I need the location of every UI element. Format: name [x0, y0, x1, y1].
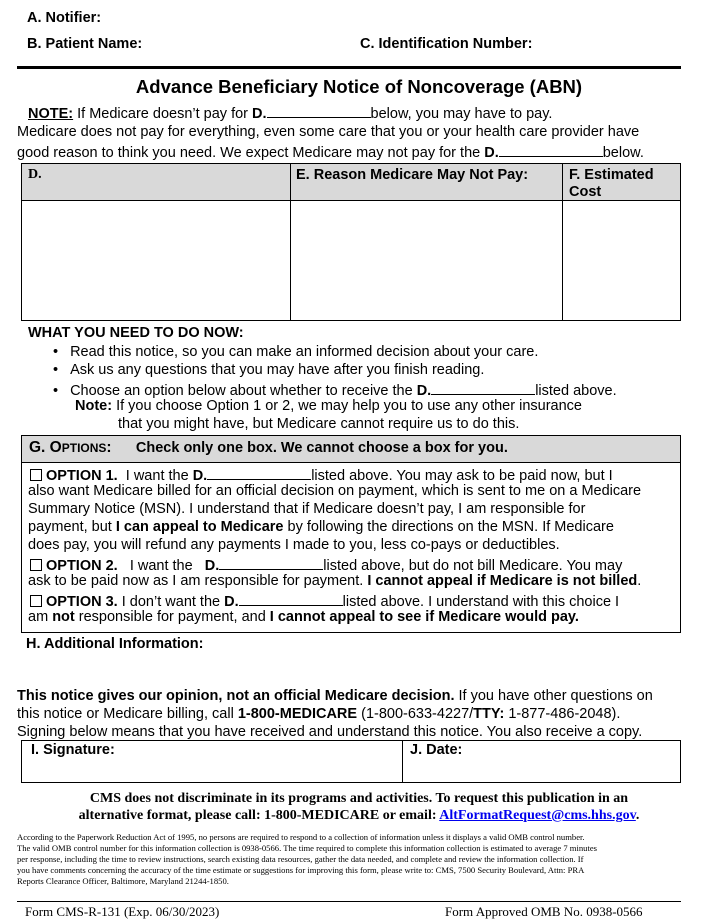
note-d-label: D. — [252, 106, 267, 122]
omb-number: Form Approved OMB No. 0938-0566 — [445, 904, 643, 919]
option-1-line-4-c: by following the directions on the MSN. If Medicare — [287, 519, 614, 535]
opinion-line-1 — [17, 688, 653, 704]
notifier-label: A. Notifier: — [27, 10, 102, 26]
option-1-appeal-bold: I can appeal to Medicare — [115, 519, 284, 535]
todo-note-text-1: If you choose Option 1 or 2, we may help you to use any other insurance — [116, 398, 582, 414]
option-1-line-5: does pay, you will refund any payments I made to you, less co-pays or deductibles. — [28, 537, 560, 553]
option-3-no-appeal-bold: I cannot appeal to see if Medicare would pay. — [269, 609, 579, 625]
date-label: J. Date: — [410, 742, 463, 758]
option-2-line-2-a: ask to be paid now as I am responsible for payment. — [28, 573, 364, 589]
note-text-end: below, you may have to pay. — [370, 106, 553, 122]
alt-format-email-link[interactable]: AltFormatRequest@cms.hhs.gov — [439, 808, 636, 823]
column-header-cost-line2: Cost — [569, 184, 602, 200]
options-heading-colon: : — [106, 439, 112, 456]
option-3-d-blank[interactable] — [239, 591, 343, 606]
additional-information-label: H. Additional Information: — [26, 636, 204, 652]
option-1-line-4 — [28, 519, 614, 535]
option-3-line-2 — [28, 609, 579, 625]
option-1-line-1 — [30, 465, 613, 484]
intro-text-end: below. — [602, 145, 644, 161]
pra-disclosure — [17, 832, 697, 887]
tty-label: TTY: — [473, 706, 505, 722]
option-3-not-bold: not — [52, 609, 75, 625]
intro-d-blank[interactable] — [499, 142, 603, 157]
signature-box — [21, 740, 681, 783]
item-cell-reason[interactable] — [291, 201, 562, 320]
option-3-label: OPTION 3. — [46, 594, 118, 610]
column-header-d: D. — [28, 167, 42, 182]
option-3-line-2-a: am — [28, 609, 49, 625]
page-title: Advance Beneficiary Notice of Noncoverage (ABN) — [135, 76, 583, 97]
additional-information-field[interactable] — [240, 636, 680, 680]
cms-statement-line-2 — [0, 808, 718, 824]
options-heading-g: G. O — [29, 439, 62, 456]
option-2-period: . — [637, 573, 642, 589]
options-instruction: Check only one box. We cannot choose a box for you. — [135, 440, 508, 456]
date-field[interactable] — [403, 741, 680, 782]
opinion-line-2-c: 1-877-486-2048). — [508, 706, 621, 722]
todo-d-label: D. — [416, 383, 432, 399]
todo-bullet-2 — [53, 362, 484, 378]
option-1-text-end: listed above. You may ask to be paid now, but I — [311, 468, 613, 484]
option-2-line-2 — [28, 573, 641, 589]
item-cell-d[interactable] — [22, 201, 290, 320]
footer-divider — [17, 901, 681, 902]
option-2-checkbox[interactable] — [30, 559, 42, 571]
opinion-line-3: Signing below means that you have received and understand this notice. You also receive a copy. — [17, 724, 643, 740]
intro-text: good reason to think you need. We expect Medicare may not pay for the — [17, 145, 481, 161]
cms-statement-text: alternative format, please call: 1-800-MEDICARE or email: — [78, 808, 437, 823]
items-table — [21, 163, 681, 321]
option-1-checkbox[interactable] — [30, 469, 42, 481]
bullet-icon: • — [53, 362, 59, 378]
option-2-label: OPTION 2. — [46, 558, 118, 574]
pra-line-2: The valid OMB control number for this information collection is 0938-0566. The time required to complete this information collection is estimated to average 7 minutes — [17, 843, 598, 853]
pra-line-4: you have comments concerning the accuracy of the time estimate or suggestions for improving this form, please write to: CMS, 7500 Security Boulevard, Attn: PRA — [17, 865, 585, 875]
pra-line-1: According to the Paperwork Reduction Act of 1995, no persons are required to respond to a collection of information unless it displays a valid OMB control number. — [17, 832, 585, 842]
todo-heading: WHAT YOU NEED TO DO NOW: — [28, 325, 244, 341]
note-d-blank[interactable] — [267, 103, 371, 118]
option-1-line-4-a: payment, but — [28, 519, 112, 535]
option-3-text-end: listed above. I understand with this choice I — [342, 594, 620, 610]
bullet-icon: • — [53, 383, 59, 399]
option-2-text-end: listed above, but do not bill Medicare. You may — [323, 558, 623, 574]
option-2-d-label: D. — [204, 558, 220, 574]
option-1-text: I want the — [125, 468, 189, 484]
cms-statement-period: . — [635, 808, 640, 823]
todo-bullet-3-text: Choose an option below about whether to receive the — [70, 383, 413, 399]
note-label: NOTE: — [28, 106, 74, 122]
opinion-bold: This notice gives our opinion, not an official Medicare decision. — [17, 688, 455, 704]
option-1-d-blank[interactable] — [207, 465, 311, 480]
todo-bullet-3-end: listed above. — [535, 383, 617, 399]
bullet-icon: • — [53, 344, 59, 360]
pra-line-3: per response, including the time to review instructions, search existing data resources, gather the data needed, and complete and review the information collection. If — [17, 854, 584, 864]
todo-note-line-1 — [75, 398, 582, 414]
item-cell-cost[interactable] — [563, 201, 680, 320]
option-3-d-label: D. — [224, 594, 239, 610]
options-heading-small: PTIONS — [61, 441, 107, 455]
opinion-line-2-a: this notice or Medicare billing, call — [17, 706, 234, 722]
intro-line-1: Medicare does not pay for everything, even some care that you or your health care provider have — [17, 124, 640, 140]
opinion-line-2 — [17, 706, 620, 722]
column-header-cost-line1: F. Estimated — [569, 167, 654, 183]
form-number: Form CMS-R-131 (Exp. 06/30/2023) — [25, 904, 220, 919]
option-1-d-label: D. — [192, 468, 208, 484]
option-1-label: OPTION 1. — [46, 468, 118, 484]
identification-number-label: C. Identification Number: — [360, 36, 533, 52]
column-header-reason: E. Reason Medicare May Not Pay: — [296, 167, 529, 183]
todo-bullet-1-text: Read this notice, so you can make an informed decision about your care. — [70, 344, 539, 360]
option-2-no-appeal-bold: I cannot appeal if Medicare is not billed — [367, 573, 638, 589]
medicare-phone: 1-800-MEDICARE — [237, 706, 358, 722]
option-2-text: I want the — [129, 558, 193, 574]
intro-line-2 — [17, 142, 644, 161]
note-text: If Medicare doesn’t pay for — [77, 106, 249, 122]
header-divider — [17, 66, 681, 69]
todo-d-blank[interactable] — [431, 380, 535, 395]
intro-d-label: D. — [484, 145, 499, 161]
todo-bullet-2-text: Ask us any questions that you may have after you finish reading. — [70, 362, 485, 378]
option-3-checkbox[interactable] — [30, 595, 42, 607]
column-header-cost — [569, 167, 654, 201]
todo-note-label: Note: — [75, 398, 113, 414]
note-line — [28, 103, 552, 122]
option-2-line-1 — [30, 555, 622, 574]
cms-statement-line-1: CMS does not discriminate in its programs and activities. To request this publication in an — [89, 791, 629, 806]
option-2-d-blank[interactable] — [219, 555, 323, 570]
patient-name-label: B. Patient Name: — [27, 36, 143, 52]
todo-bullet-1 — [53, 344, 538, 360]
options-heading — [29, 439, 508, 457]
option-3-text: I don’t want the — [121, 594, 221, 610]
signature-field[interactable] — [22, 741, 402, 782]
signature-label: I. Signature: — [31, 742, 115, 758]
opinion-line-2-b: (1-800-633-4227/ — [361, 706, 474, 722]
option-1-line-2: also want Medicare billed for an official decision on payment, which is sent to me on a Medicare — [28, 483, 642, 499]
opinion-text: If you have other questions on — [458, 688, 653, 704]
todo-note-line-2: that you might have, but Medicare cannot require us to do this. — [118, 416, 520, 432]
option-1-line-3: Summary Notice (MSN). I understand that if Medicare doesn’t pay, I am responsible for — [28, 501, 586, 517]
pra-line-5: Reports Clearance Officer, Baltimore, Maryland 21244-1850. — [17, 876, 229, 886]
todo-bullet-3 — [53, 380, 617, 399]
option-3-line-1 — [30, 591, 619, 610]
option-3-line-2-c: responsible for payment, and — [78, 609, 266, 625]
